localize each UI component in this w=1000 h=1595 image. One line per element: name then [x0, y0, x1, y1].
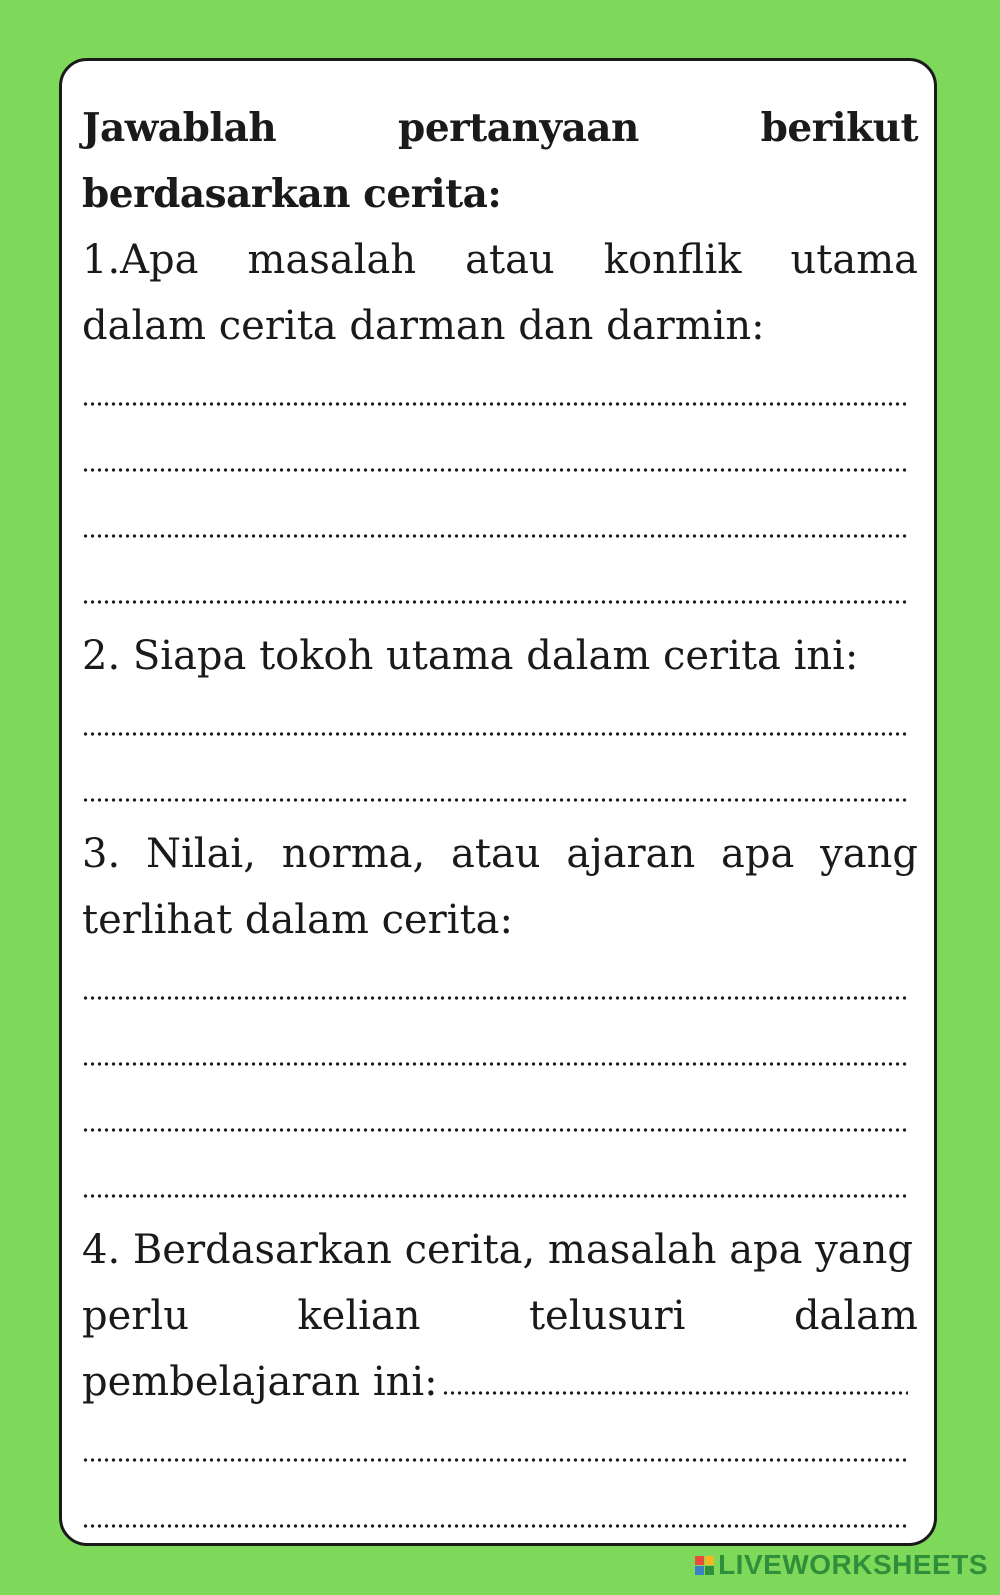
question-word: ajaran — [566, 831, 696, 877]
question-word: kelian — [297, 1293, 421, 1339]
question-word: 1.Apa — [82, 237, 199, 283]
question-word: apa — [721, 831, 795, 877]
question-word: telusuri — [528, 1293, 686, 1339]
instruction-heading-line2: berdasarkan cerita: — [82, 171, 502, 217]
liveworksheets-logo-text: LIVEWORKSHEETS — [718, 1549, 988, 1580]
question-word: yang — [820, 831, 918, 877]
question-word: dalam — [793, 1293, 918, 1339]
logo-square — [695, 1556, 704, 1565]
instruction-word: berikut — [760, 105, 918, 151]
question-3-line1 — [82, 821, 918, 887]
answer-line-q1-3[interactable] — [82, 534, 908, 538]
answer-line-q2-1[interactable] — [82, 732, 908, 736]
answer-line-q3-3[interactable] — [82, 1128, 908, 1132]
question-word: atau — [465, 237, 555, 283]
instruction-word: Jawablah — [82, 105, 277, 151]
question-4-line1: 4. Berdasarkan cerita, masalah apa yang — [82, 1227, 914, 1273]
answer-line-q1-4[interactable] — [82, 600, 908, 604]
question-word: utama — [790, 237, 918, 283]
question-1-line2: dalam cerita darman dan darmin: — [82, 303, 765, 349]
liveworksheets-logo[interactable] — [695, 1549, 988, 1581]
question-word: norma, — [281, 831, 426, 877]
answer-line-q3-2[interactable] — [82, 1062, 908, 1066]
answer-line-q1-2[interactable] — [82, 468, 908, 472]
answer-line-q4-inline[interactable] — [442, 1391, 908, 1395]
logo-square — [705, 1566, 714, 1575]
question-4-line3 — [82, 1349, 908, 1415]
logo-square — [705, 1556, 714, 1565]
question-word: masalah — [247, 237, 417, 283]
question-word: perlu — [82, 1293, 189, 1339]
question-2-line1: 2. Siapa tokoh utama dalam cerita ini: — [82, 633, 859, 679]
question-word: atau — [451, 831, 541, 877]
logo-square — [695, 1566, 704, 1575]
liveworksheets-logo-icon — [695, 1556, 714, 1575]
answer-line-q4-2[interactable] — [82, 1524, 908, 1528]
question-1-line1 — [82, 227, 918, 293]
answer-line-q3-4[interactable] — [82, 1194, 908, 1198]
question-word: 3. — [82, 831, 121, 877]
instruction-word: pertanyaan — [398, 105, 639, 151]
question-word: Nilai, — [145, 831, 256, 877]
question-4-line2 — [82, 1283, 918, 1349]
answer-line-q1-1[interactable] — [82, 402, 908, 406]
question-word: konflik — [603, 237, 742, 283]
answer-line-q4-1[interactable] — [82, 1458, 908, 1462]
question-3-line2: terlihat dalam cerita: — [82, 897, 513, 943]
instruction-heading-line1 — [82, 95, 918, 161]
question-4-line3-text: pembelajaran ini: — [82, 1359, 438, 1405]
answer-line-q3-1[interactable] — [82, 996, 908, 1000]
answer-line-q2-2[interactable] — [82, 798, 908, 802]
